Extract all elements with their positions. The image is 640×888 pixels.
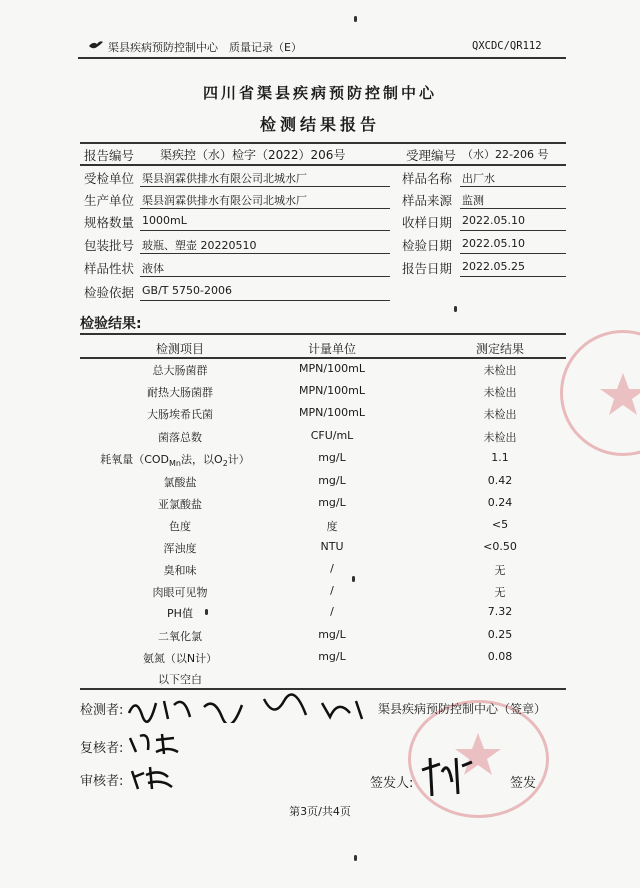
- info-rule: [140, 208, 390, 209]
- unit-cell: mg/L: [318, 496, 346, 509]
- result-cell: <0.50: [483, 540, 517, 553]
- sample-name-label: 样品名称: [402, 171, 453, 186]
- col-result-header: 测定结果: [475, 342, 524, 356]
- sample-source-label: 样品来源: [402, 193, 453, 208]
- table-row: [80, 628, 566, 650]
- bird-logo-icon: [88, 39, 104, 51]
- reviewer-signature: [126, 730, 186, 758]
- scan-mark: [454, 306, 457, 312]
- reviewer-label: 复核者:: [80, 741, 124, 756]
- results-bottom-rule: [80, 688, 566, 690]
- report-no-value: 渠疾控（水）检字（2022）206号: [160, 148, 346, 162]
- info-top-rule: [80, 142, 566, 144]
- issuer-signature: [418, 752, 478, 800]
- table-row: [80, 474, 566, 496]
- scan-mark: [354, 855, 357, 861]
- scan-mark: [205, 609, 208, 615]
- info-rule: [460, 253, 566, 254]
- result-cell: 未检出: [483, 364, 517, 377]
- client-value: 渠县润霖供排水有限公司北城水厂: [142, 172, 307, 185]
- unit-cell: mg/L: [318, 451, 346, 464]
- col-unit-header: 计量单位: [307, 342, 356, 356]
- item-cell: 浑浊度: [163, 542, 197, 555]
- test-date-label: 检验日期: [402, 238, 453, 253]
- receive-date-value: 2022.05.10: [462, 214, 525, 227]
- package-label: 包装批号: [84, 238, 135, 253]
- tester-label: 检测者:: [80, 703, 124, 718]
- table-row: [80, 562, 566, 584]
- handwritten-signature: [418, 752, 478, 800]
- info-rule: [140, 230, 390, 231]
- unit-cell: /: [330, 562, 334, 575]
- table-row: [80, 518, 566, 540]
- item-cell: 以下空白: [158, 673, 202, 686]
- package-value: 玻瓶、塑壶 20220510: [142, 239, 257, 252]
- item-cell: 氨氮（以N计）: [142, 652, 218, 665]
- unit-cell: mg/L: [318, 650, 346, 663]
- report-date-value: 2022.05.25: [462, 260, 525, 273]
- item-cell: 大肠埃希氏菌: [147, 408, 213, 421]
- unit-cell: mg/L: [318, 474, 346, 487]
- info-rule: [80, 164, 566, 166]
- official-seal-stamp: [560, 330, 640, 456]
- result-cell: 0.24: [487, 496, 513, 509]
- info-rule: [460, 276, 566, 277]
- result-cell: 未检出: [483, 386, 517, 399]
- table-row: [80, 605, 566, 627]
- col-item-header: 检测项目: [155, 342, 204, 356]
- info-rule: [140, 253, 390, 254]
- sample-name-value: 出厂水: [462, 172, 495, 185]
- unit-cell: mg/L: [318, 628, 346, 641]
- result-cell: 0.42: [487, 474, 513, 487]
- header-rule: [78, 57, 566, 59]
- results-top-rule: [80, 333, 566, 335]
- info-rule: [140, 276, 390, 277]
- handwritten-signature: [128, 763, 178, 793]
- unit-cell: /: [330, 605, 334, 618]
- item-cell: 亚氯酸盐: [158, 498, 202, 511]
- unit-cell: MPN/100mL: [299, 384, 365, 397]
- star-icon: [563, 333, 640, 453]
- org-seal-label: 渠县疾病预防控制中心（签章）: [378, 702, 547, 716]
- table-row: [80, 496, 566, 518]
- issuer-label: 签发人:: [370, 776, 414, 791]
- table-row: [80, 451, 566, 473]
- page-number: 第3页/共4页: [289, 805, 351, 818]
- accept-no-label: 受理编号: [406, 148, 457, 163]
- spec-value: 1000mL: [142, 214, 187, 227]
- scan-mark: [352, 576, 355, 582]
- table-row: [80, 362, 566, 384]
- result-cell: 未检出: [483, 431, 517, 444]
- unit-cell: CFU/mL: [310, 429, 354, 442]
- unit-cell: /: [330, 584, 334, 597]
- accept-no-value: （水）22-206 号: [462, 148, 549, 161]
- result-cell: 无: [494, 564, 506, 577]
- info-rule: [140, 186, 390, 187]
- state-value: 液体: [142, 262, 164, 275]
- unit-cell: MPN/100mL: [299, 362, 365, 375]
- table-row: [80, 540, 566, 562]
- report-no-label: 报告编号: [84, 148, 135, 163]
- item-cell: 菌落总数: [158, 431, 202, 444]
- header-logo: [88, 39, 104, 51]
- result-cell: 无: [494, 586, 506, 599]
- producer-label: 生产单位: [84, 193, 135, 208]
- report-title: 检测结果报告: [259, 115, 380, 134]
- issue-label: 签发: [510, 776, 537, 791]
- unit-cell: NTU: [320, 540, 344, 553]
- auditor-signature: [128, 763, 178, 793]
- item-cell: 总大肠菌群: [152, 364, 208, 377]
- handwritten-signature: [124, 693, 374, 723]
- result-cell: <5: [491, 518, 509, 531]
- info-rule: [460, 208, 566, 209]
- header-org-record: 渠县疾病预防控制中心 质量记录（E）: [108, 41, 302, 54]
- result-cell: 1.1: [491, 451, 509, 464]
- result-cell: 0.25: [487, 628, 513, 641]
- results-section-label: 检验结果:: [80, 316, 142, 332]
- tester-signatures: [124, 693, 374, 723]
- item-cell: 二氧化氯: [158, 630, 202, 643]
- test-date-value: 2022.05.10: [462, 237, 525, 250]
- header-doc-code: QXCDC/QR112: [472, 40, 542, 52]
- state-label: 样品性状: [84, 261, 135, 276]
- item-cell: PH值: [167, 607, 193, 620]
- org-title: 四川省渠县疾病预防控制中心: [202, 84, 437, 102]
- receive-date-label: 收样日期: [402, 215, 453, 230]
- basis-label: 检验依据: [84, 285, 135, 300]
- scan-mark: [354, 16, 357, 22]
- sample-source-value: 监测: [462, 194, 484, 207]
- producer-value: 渠县润霖供排水有限公司北城水厂: [142, 194, 307, 207]
- table-row: [80, 384, 566, 406]
- result-cell: 0.08: [487, 650, 513, 663]
- info-rule: [460, 186, 566, 187]
- basis-value: GB/T 5750-2006: [142, 284, 232, 297]
- result-cell: 7.32: [487, 605, 513, 618]
- info-rule: [460, 230, 566, 231]
- unit-cell: 度: [326, 520, 338, 533]
- item-cell: 耗氧量（$COD_{Mn}$法，以$O_2$计）: [100, 453, 250, 469]
- result-cell: 未检出: [483, 408, 517, 421]
- unit-cell: MPN/100mL: [299, 406, 365, 419]
- item-cell: 臭和味: [163, 564, 197, 577]
- item-cell: 耐热大肠菌群: [147, 386, 213, 399]
- auditor-label: 审核者:: [80, 774, 124, 789]
- item-cell: 肉眼可见物: [152, 586, 208, 599]
- table-row: [80, 650, 566, 672]
- results-header-rule: [80, 357, 566, 359]
- table-row: [80, 429, 566, 451]
- info-rule: [140, 300, 390, 301]
- item-cell: 色度: [169, 520, 191, 533]
- client-label: 受检单位: [84, 171, 135, 186]
- handwritten-signature: [126, 730, 186, 758]
- table-row: [80, 406, 566, 428]
- report-date-label: 报告日期: [402, 261, 453, 276]
- item-cell: 氯酸盐: [163, 476, 197, 489]
- table-row: [80, 584, 566, 606]
- spec-label: 规格数量: [84, 215, 135, 230]
